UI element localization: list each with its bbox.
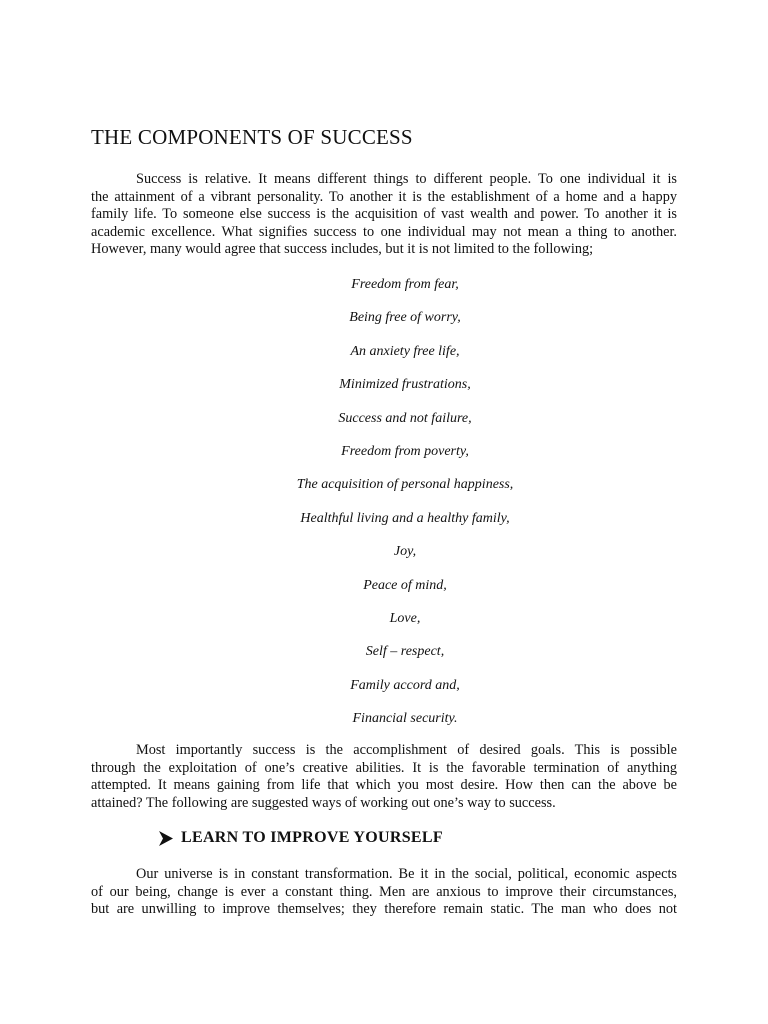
list-item: An anxiety free life, — [350, 343, 460, 359]
intro-paragraph — [91, 171, 677, 259]
arrowhead-bullet-icon — [159, 831, 173, 846]
list-item: Success and not failure, — [338, 410, 472, 426]
improve-paragraph — [91, 866, 677, 919]
list-item: Self – respect, — [365, 644, 445, 660]
list-item: Being free of worry, — [349, 310, 461, 326]
document-title: THE COMPONENTS OF SUCCESS — [91, 125, 413, 149]
paragraph-line: but are unwilling to improve themselves; they therefore remain static. The man who does not — [91, 901, 677, 918]
list-item: Love, — [389, 610, 421, 626]
list-item: Freedom from poverty, — [341, 443, 469, 459]
paragraph-line: family life. To someone else success is the acquisition of vast wealth and power. To another it is — [91, 206, 677, 223]
list-item: Financial security. — [352, 711, 458, 727]
paragraph-line: However, many would agree that success includes, but it is not limited to the following; — [91, 241, 594, 258]
paragraph-line: Most importantly success is the accomplishment of desired goals. This is possible — [136, 742, 677, 758]
list-item: Healthful living and a healthy family, — [300, 510, 510, 526]
list-item: Minimized frustrations, — [339, 377, 471, 393]
paragraph-line: Success is relative. It means different things to different people. To one individual it is — [136, 171, 677, 187]
goals-paragraph — [91, 742, 677, 812]
paragraph-line: attempted. It means gaining from life that which you most desire. How then can the above be — [91, 777, 677, 794]
success-list — [0, 276, 768, 743]
list-item: Family accord and, — [350, 677, 460, 693]
section-heading — [159, 829, 443, 847]
list-item: The acquisition of personal happiness, — [296, 477, 514, 493]
paragraph-line: of our being, change is ever a constant thing. Men are anxious to improve their circumstances, — [91, 883, 677, 900]
paragraph-line: academic excellence. What signifies success to one individual may not mean a thing to another. — [91, 223, 677, 240]
list-item: Joy, — [393, 544, 417, 560]
paragraph-line: Our universe is in constant transformation. Be it in the social, political, economic aspects — [136, 866, 677, 882]
section-heading-text: LEARN TO IMPROVE YOURSELF — [181, 829, 443, 846]
paragraph-line: attained? The following are suggested ways of working out one’s way to success. — [91, 794, 556, 811]
list-item: Freedom from fear, — [351, 277, 459, 292]
paragraph-line: through the exploitation of one’s creative abilities. It is the favorable termination of anything — [91, 759, 677, 776]
paragraph-line: the attainment of a vibrant personality. To another it is the establishment of a home and a happy — [91, 188, 677, 205]
list-item: Peace of mind, — [363, 577, 447, 593]
